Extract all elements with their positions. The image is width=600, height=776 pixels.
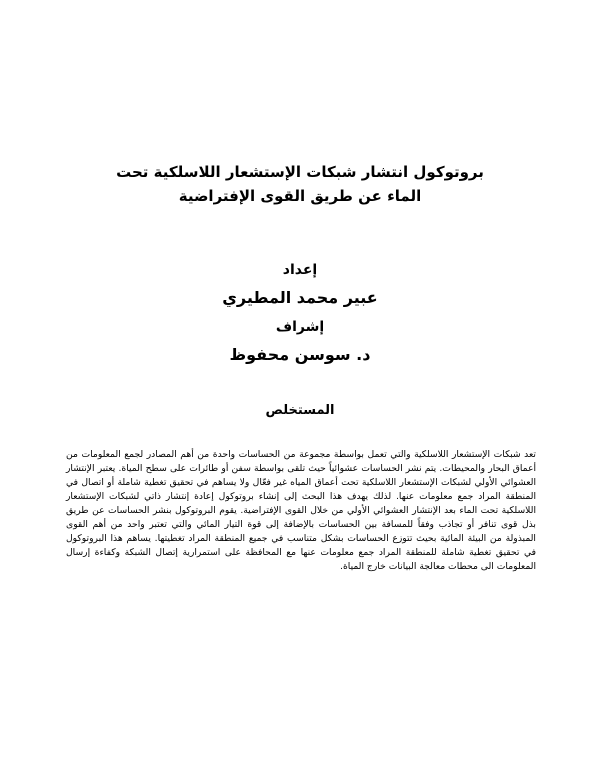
author-name: عبير محمد المطيري <box>222 288 378 307</box>
abstract-heading: المستخلص <box>265 403 335 418</box>
abstract-body: تعد شبكات الإستشعار اللاسلكية والتي تعمل بواسطة مجموعة من الحساسات واحدة من أهم المصادر لجمع المعلومات من أعماق البحار والمحيطات. يتم نشر الحساسات عشوائياً حيث تلقى بواسطة سفن أو طائرات على سطح المياة. يعتبر الإنتشار العشوائي الأولي لشبكات الإستشعار اللاسلكية تحت أعماق المياه غير فعّال ولا يساهم في تحقيق تغطية شاملة أو اتصال في المنطقة المراد جمع معلومات عنها. لذلك يهدف هذا البحث إلى إنشاء بروتوكول إعادة إنتشار ذاتي لشبكات الإستشعار اللاسلكية تحت الماء بعد الإنتشار العشوائي الأولي من خلال القوى الإفتراضية. يقوم البروتوكول بنشر الحساسات عن طريق بذل قوى تنافر أو تجاذب وفقاً للمسافة بين الحساسات بالإضافة إلى قوة التيار المائي والتي تعتبر واحد من أهم القوى المبذولة من البيئة المائية بحيث تتوزع الحساسات بشكل متناسب في جميع المنطقة المراد تغطيتها. يساهم هذا البروتوكول في تحقيق تغطية شاملة للمنطقة المراد جمع معلومات عنها مع المحافظة على استمرارية إتصال الشبكة وكفاءة إرسال المعلومات الى محطات معالجة البيانات خارج المياة. <box>66 449 536 572</box>
prepared-by-label: إعداد <box>282 262 318 278</box>
thesis-title: بروتوكول انتشار شبكات الإستشعار اللاسلكية تحت الماء عن طريق القوى الإفتراضية <box>116 163 484 205</box>
supervisor-name: د. سوسن محفوظ <box>229 345 371 364</box>
supervision-label: إشراف <box>275 319 325 335</box>
